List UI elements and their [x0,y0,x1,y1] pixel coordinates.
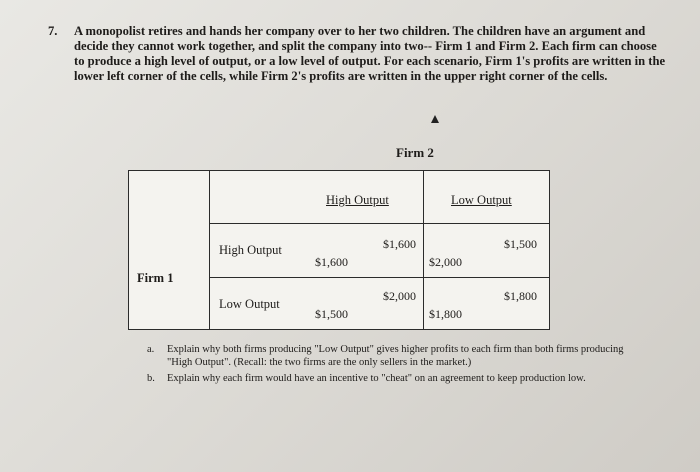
question-text: A monopolist retires and hands her company over to her two children. The children have an argument and decide they cannot work together, and split the company into two-- Firm 1 and Firm 2. Each firm can choose to produce a high level of output, or a low level of output. For each scenario, Firm 1's profits are written in the lower left corner of the cells, while Firm 2's profits are written in the upper right corner of the cells. [74,24,666,83]
part-b-letter: b. [147,373,155,384]
cell-hh-firm2-payoff: $1,600 [383,237,416,251]
mouse-cursor-icon [431,115,439,123]
cell-hl-firm2-payoff: $1,500 [504,237,537,251]
cell-lh-firm2-payoff: $2,000 [383,289,416,303]
column-header-high-output: High Output [326,193,389,207]
payoff-matrix [128,170,550,330]
part-a [147,344,647,369]
column-header-low-output: Low Output [451,193,512,207]
cell-lh-firm1-payoff: $1,500 [315,307,348,321]
question-number: 7. [48,24,58,38]
part-b-text: Explain why each firm would have an incentive to "cheat" on an agreement to keep production low. [167,373,586,384]
row-header-low-output: Low Output [219,297,280,311]
horizontal-divider-rows [209,277,549,278]
part-a-text: Explain why both firms producing "Low Output" gives higher profits to each firm than both firms producing "High Output". (Recall: the two firms are the only sellers in the market.) [167,344,624,368]
cell-ll-firm1-payoff: $1,800 [429,307,462,321]
cell-hl-firm1-payoff: $2,000 [429,255,462,269]
cell-ll-firm2-payoff: $1,800 [504,289,537,303]
part-b [147,373,647,386]
cell-hh-firm1-payoff: $1,600 [315,255,348,269]
vertical-divider-middle [423,171,424,329]
horizontal-divider-header [209,223,549,224]
column-player-label: Firm 2 [396,145,434,160]
row-player-label: Firm 1 [137,271,174,285]
row-header-high-output: High Output [219,243,282,257]
question-7 [48,24,668,84]
question-parts [147,344,647,390]
part-a-letter: a. [147,344,155,355]
vertical-divider-left [209,171,210,329]
